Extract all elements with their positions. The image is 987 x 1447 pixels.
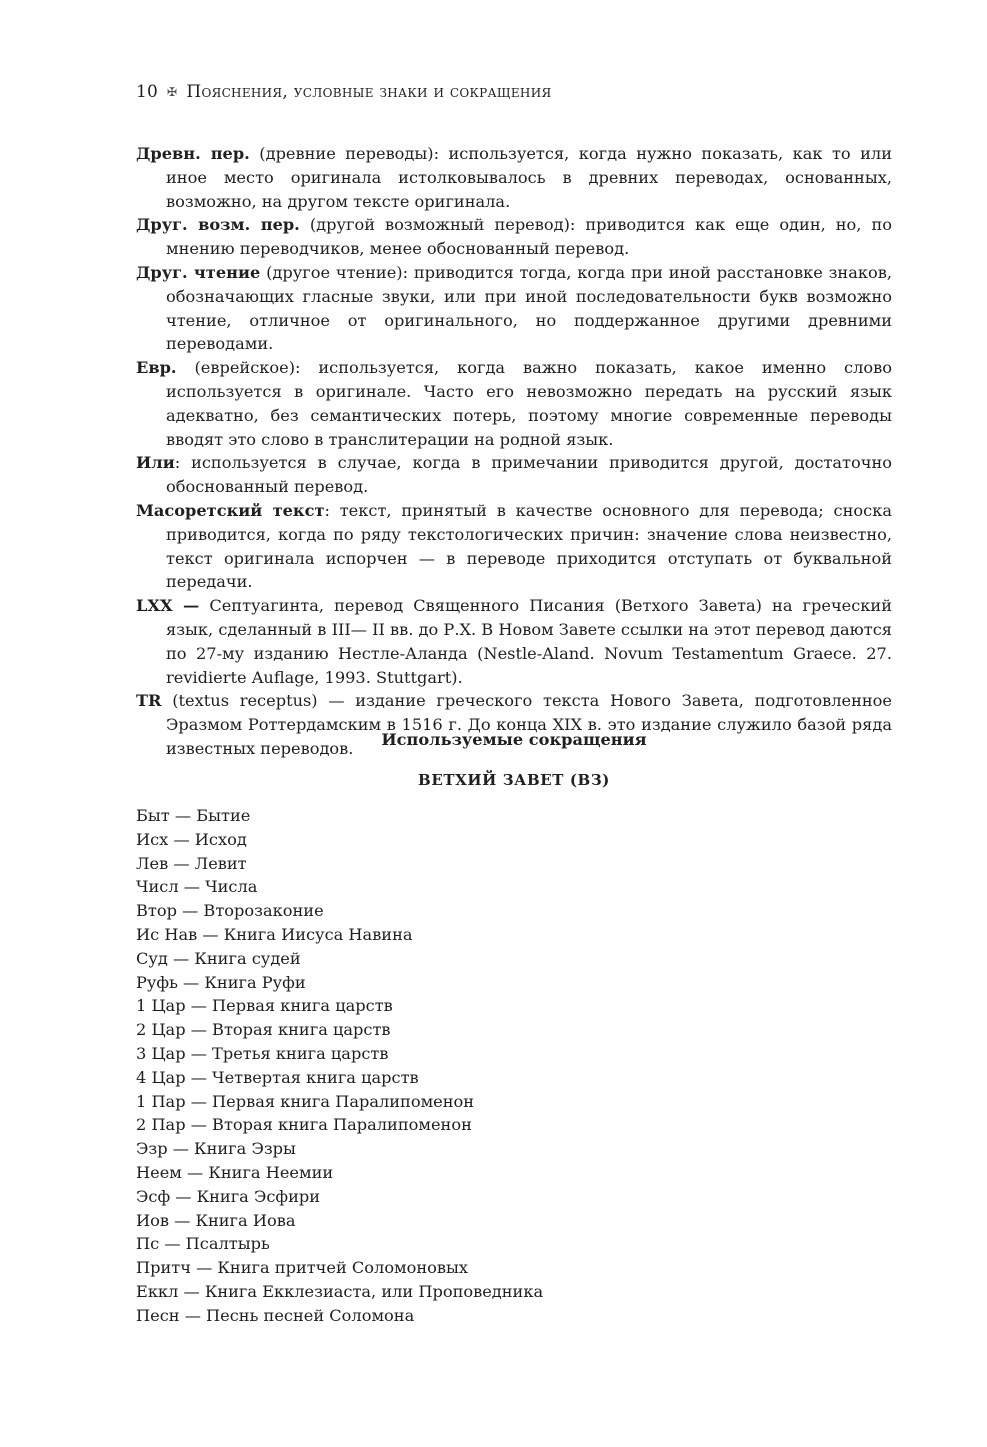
glossary-entry [136, 213, 892, 261]
abbreviation-item: Пс — Псалтырь [136, 1234, 270, 1254]
glossary-definition: (древние переводы): используется, когда нужно показать, как то или иное место оригинала истолковывалось в древних переводах, основанных, возможно, на другом тексте оригинала. [166, 144, 892, 211]
glossary-entry [136, 142, 892, 213]
abbreviation-item: Еккл — Книга Екклезиаста, или Проповедника [136, 1281, 544, 1301]
glossary [136, 142, 892, 761]
abbreviation-item: 3 Цар — Третья книга царств [136, 1043, 389, 1063]
cross-ornament-icon: ✠ [167, 85, 178, 99]
glossary-term: Древн. пер. [136, 144, 250, 163]
glossary-definition: (другой возможный перевод): приводится как еще один, но, по мнению переводчиков, менее обоснованный перевод. [166, 215, 893, 259]
glossary-term: Евр. [136, 358, 177, 378]
abbreviation-item: Исх — Исход [136, 829, 247, 849]
abbreviation-list [136, 804, 892, 1328]
running-head-title: Пояснения, условные знаки и сокращения [186, 82, 552, 102]
glossary-entry [136, 689, 892, 760]
glossary-definition: (textus receptus) — издание греческого текста Нового Завета, подготовленное Эразмом Роттердамским в 1516 г. До конца XIX в. это издание служило базой ряда известных переводов. [161, 691, 892, 758]
section-title: Используемые сокращения [381, 730, 647, 749]
abbreviation-item: Лев — Левит [136, 853, 247, 873]
subsection-title: ВЕТХИЙ ЗАВЕТ (ВЗ) [418, 771, 610, 789]
glossary-entry [136, 451, 892, 499]
abbreviation-item: 2 Пар — Вторая книга Паралипоменон [136, 1115, 472, 1135]
abbreviation-item: Втор — Второзаконие [136, 901, 324, 921]
abbreviation-item: Песн — Песнь песней Соломона [136, 1305, 415, 1325]
glossary-term: Друг. чтение [136, 262, 261, 282]
glossary-term: LXX — [136, 596, 200, 616]
glossary-definition: Септуагинта, перевод Священного Писания (Ветхого Завета) на греческий язык, сделанный в III— II вв. до Р.Х. В Новом Завете ссылки на этот перевод даются по 27-му изданию Нестле-Аланда (Nestle-Aland. Novum Testamentum Graece. 27. revidierte Auflage, 1993. Stuttgart). [166, 596, 893, 687]
glossary-entry [136, 261, 892, 356]
abbreviation-item: Иов — Книга Иова [136, 1210, 296, 1230]
glossary-term: Масоретский текст [136, 500, 325, 520]
abbreviation-item: Суд — Книга судей [136, 948, 301, 968]
glossary-definition: : используется в случае, когда в примечании приводится другой, достаточно обоснованный перевод. [166, 453, 892, 497]
glossary-definition: (другое чтение): приводится тогда, когда при иной расстановке знаков, обозначающих гласные звуки, или при иной последовательности букв возможно чтение, отличное от оригинального, но поддержанное другими древними переводами. [166, 262, 892, 354]
abbreviation-item: 4 Цар — Четвертая книга царств [136, 1067, 419, 1087]
glossary-term: TR [136, 691, 162, 711]
abbreviation-item: 1 Цар — Первая книга царств [136, 996, 393, 1016]
abbreviation-item: Эсф — Книга Эсфири [136, 1186, 321, 1206]
abbreviation-item: Притч — Книга притчей Соломоновых [136, 1258, 469, 1278]
glossary-entry [136, 499, 892, 594]
glossary-term: Друг. возм. пер. [136, 215, 300, 235]
abbreviation-item: Неем — Книга Неемии [136, 1162, 334, 1182]
abbreviation-item: Числ — Числа [136, 877, 258, 897]
abbreviation-item: Руфь — Книга Руфи [136, 972, 306, 992]
abbreviation-item: Эзр — Книга Эзры [136, 1139, 296, 1159]
running-head [136, 82, 551, 102]
glossary-term: Или [136, 453, 175, 473]
abbreviation-item: Быт — Бытие [136, 806, 251, 825]
abbreviation-item: Ис Нав — Книга Иисуса Навина [136, 924, 413, 944]
page-number: 10 [136, 82, 159, 102]
glossary-definition: : текст, принятый в качестве основного для перевода; сноска приводится, когда по ряду текстологических причин: значение слова неизвестно, текст оригинала испорчен — в переводе приходится отступать от буквальной передачи. [166, 500, 892, 592]
abbreviation-item: 2 Цар — Вторая книга царств [136, 1020, 391, 1040]
glossary-entry [136, 356, 892, 451]
abbreviation-item: 1 Пар — Первая книга Паралипоменон [136, 1091, 475, 1111]
glossary-definition: (еврейское): используется, когда важно показать, какое именно слово используется в оригинале. Часто его невозможно передать на русский язык адекватно, без семантических потерь, поэтому многие современные переводы вводят это слово в транслитерации на родной язык. [166, 358, 892, 449]
glossary-entry [136, 594, 892, 689]
